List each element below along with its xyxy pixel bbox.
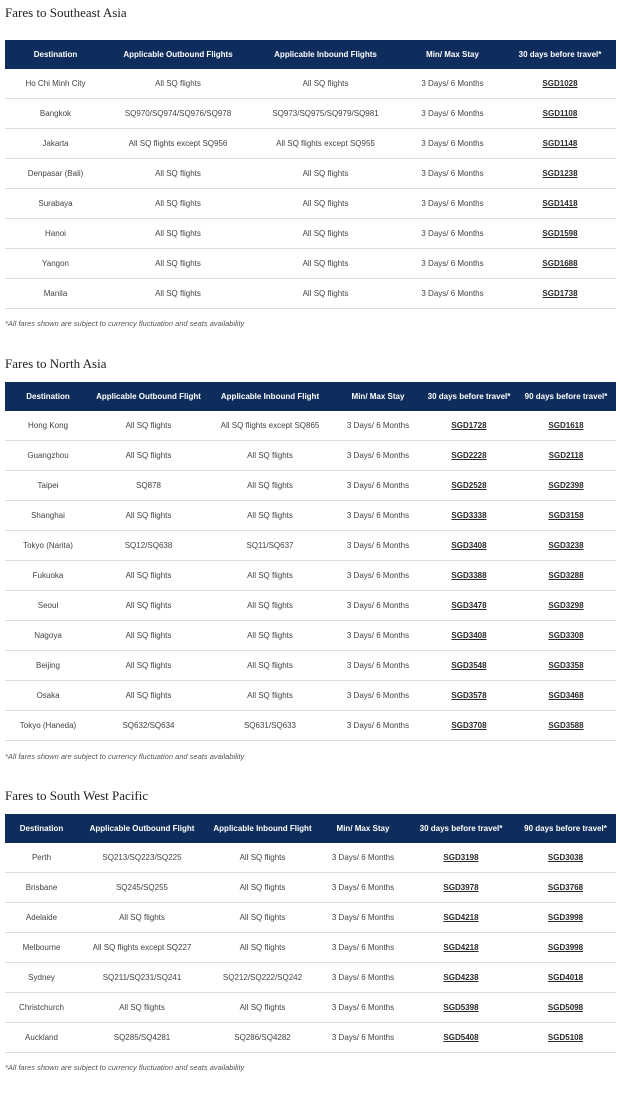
cell-inbound-flights: All SQ flights xyxy=(250,249,401,279)
cell-fare-30-days xyxy=(407,903,515,933)
fare-price-link[interactable]: SGD1418 xyxy=(542,199,578,208)
cell-min-max-stay: 3 Days/ 6 Months xyxy=(319,933,407,963)
cell-min-max-stay: 3 Days/ 6 Months xyxy=(401,279,504,309)
table-row xyxy=(5,681,616,711)
fare-price-link[interactable]: SGD3408 xyxy=(451,541,487,550)
cell-fare-90-days xyxy=(516,651,616,681)
cell-destination: Surabaya xyxy=(5,189,106,219)
fare-price-link[interactable]: SGD3298 xyxy=(548,601,584,610)
table-row xyxy=(5,279,616,309)
cell-fare-30-days xyxy=(504,249,616,279)
column-header-destination: Destination xyxy=(5,40,106,69)
fare-price-link[interactable]: SGD3338 xyxy=(451,511,487,520)
cell-destination: Jakarta xyxy=(5,129,106,159)
cell-outbound-flights: All SQ flights xyxy=(91,501,206,531)
cell-destination: Fukuoka xyxy=(5,561,91,591)
table-row xyxy=(5,993,616,1023)
cell-min-max-stay: 3 Days/ 6 Months xyxy=(334,681,422,711)
cell-inbound-flights: All SQ flights xyxy=(250,69,401,99)
cell-inbound-flights: All SQ flights except SQ865 xyxy=(206,411,334,441)
table-row xyxy=(5,99,616,129)
cell-outbound-flights: All SQ flights except SQ956 xyxy=(106,129,250,159)
cell-fare-30-days xyxy=(422,441,516,471)
fare-price-link[interactable]: SGD3288 xyxy=(548,571,584,580)
cell-destination: Sydney xyxy=(5,963,78,993)
cell-destination: Auckland xyxy=(5,1023,78,1053)
cell-min-max-stay: 3 Days/ 6 Months xyxy=(319,843,407,873)
cell-outbound-flights: SQ213/SQ223/SQ225 xyxy=(78,843,206,873)
cell-min-max-stay: 3 Days/ 6 Months xyxy=(334,591,422,621)
cell-fare-30-days xyxy=(407,873,515,903)
cell-min-max-stay: 3 Days/ 6 Months xyxy=(401,129,504,159)
fare-price-link[interactable]: SGD1108 xyxy=(542,109,578,118)
column-header-fare-90-days: 90 days before travel* xyxy=(516,382,616,411)
cell-outbound-flights: All SQ flights xyxy=(106,189,250,219)
cell-fare-30-days xyxy=(407,1023,515,1053)
cell-outbound-flights: SQ285/SQ4281 xyxy=(78,1023,206,1053)
cell-fare-90-days xyxy=(515,993,616,1023)
fare-price-link[interactable]: SGD4018 xyxy=(547,973,584,982)
fare-price-link[interactable]: SGD1148 xyxy=(542,139,578,148)
cell-destination: Brisbane xyxy=(5,873,78,903)
column-header-fare-30-days: 30 days before travel* xyxy=(504,40,616,69)
table-row xyxy=(5,249,616,279)
cell-fare-30-days xyxy=(422,471,516,501)
cell-fare-30-days xyxy=(407,963,515,993)
cell-min-max-stay: 3 Days/ 6 Months xyxy=(319,963,407,993)
cell-fare-30-days xyxy=(422,411,516,441)
cell-outbound-flights: SQ632/SQ634 xyxy=(91,711,206,741)
cell-min-max-stay: 3 Days/ 6 Months xyxy=(401,69,504,99)
cell-fare-30-days xyxy=(407,843,515,873)
cell-outbound-flights: All SQ flights xyxy=(91,441,206,471)
cell-fare-90-days xyxy=(516,591,616,621)
table-row xyxy=(5,129,616,159)
cell-destination: Denpasar (Bali) xyxy=(5,159,106,189)
cell-inbound-flights: All SQ flights xyxy=(206,651,334,681)
cell-min-max-stay: 3 Days/ 6 Months xyxy=(334,441,422,471)
table-row xyxy=(5,411,616,441)
cell-destination: Christchurch xyxy=(5,993,78,1023)
cell-inbound-flights: All SQ flights xyxy=(206,993,319,1023)
cell-destination: Adelaide xyxy=(5,903,78,933)
column-header-destination: Destination xyxy=(5,382,91,411)
cell-destination: Manila xyxy=(5,279,106,309)
cell-fare-90-days xyxy=(516,411,616,441)
cell-outbound-flights: SQ12/SQ638 xyxy=(91,531,206,561)
table-row xyxy=(5,471,616,501)
fare-price-link[interactable]: SGD1598 xyxy=(542,229,578,238)
table-row xyxy=(5,531,616,561)
cell-inbound-flights: SQ286/SQ4282 xyxy=(206,1023,319,1053)
fare-price-link[interactable]: SGD5108 xyxy=(547,1033,584,1042)
cell-min-max-stay: 3 Days/ 6 Months xyxy=(319,903,407,933)
cell-destination: Tokyo (Haneda) xyxy=(5,711,91,741)
fare-price-link[interactable]: SGD2528 xyxy=(451,481,487,490)
cell-fare-90-days xyxy=(515,933,616,963)
fares-table-southeast-asia xyxy=(5,40,616,309)
table-row xyxy=(5,189,616,219)
cell-fare-30-days xyxy=(422,591,516,621)
fare-price-link[interactable]: SGD3578 xyxy=(451,691,487,700)
fare-price-link[interactable]: SGD4218 xyxy=(443,913,479,922)
cell-fare-90-days xyxy=(516,441,616,471)
cell-inbound-flights: All SQ flights xyxy=(206,681,334,711)
fare-price-link[interactable]: SGD3708 xyxy=(451,721,487,730)
cell-fare-90-days xyxy=(516,681,616,711)
cell-outbound-flights: SQ970/SQ974/SQ976/SQ978 xyxy=(106,99,250,129)
cell-outbound-flights: All SQ flights xyxy=(91,411,206,441)
cell-destination: Ho Chi Minh City xyxy=(5,69,106,99)
cell-outbound-flights: All SQ flights xyxy=(91,651,206,681)
cell-fare-30-days xyxy=(504,129,616,159)
fare-price-link[interactable]: SGD1688 xyxy=(542,259,578,268)
cell-inbound-flights: All SQ flights xyxy=(250,219,401,249)
column-header-inbound-flights: Applicable Inbound Flight xyxy=(206,382,334,411)
cell-outbound-flights: SQ878 xyxy=(91,471,206,501)
cell-fare-90-days xyxy=(515,873,616,903)
column-header-outbound-flights: Applicable Outbound Flights xyxy=(106,40,250,69)
cell-inbound-flights: All SQ flights xyxy=(206,621,334,651)
column-header-outbound-flights: Applicable Outbound Flight xyxy=(91,382,206,411)
fare-price-link[interactable]: SGD5408 xyxy=(443,1033,479,1042)
cell-fare-90-days xyxy=(515,843,616,873)
fare-price-link[interactable]: SGD3998 xyxy=(547,913,584,922)
cell-fare-30-days xyxy=(422,561,516,591)
column-header-outbound-flights: Applicable Outbound Flight xyxy=(78,814,206,843)
fares-table-south-west-pacific xyxy=(5,814,616,1053)
cell-inbound-flights: All SQ flights xyxy=(206,903,319,933)
cell-inbound-flights: All SQ flights xyxy=(250,189,401,219)
fare-price-link[interactable]: SGD1728 xyxy=(451,421,487,430)
cell-fare-30-days xyxy=(422,531,516,561)
cell-outbound-flights: All SQ flights xyxy=(106,159,250,189)
fare-price-link[interactable]: SGD2398 xyxy=(548,481,584,490)
fare-price-link[interactable]: SGD3548 xyxy=(451,661,487,670)
cell-fare-30-days xyxy=(422,711,516,741)
column-header-fare-90-days: 90 days before travel* xyxy=(515,814,616,843)
fare-price-link[interactable]: SGD4218 xyxy=(443,943,479,952)
cell-fare-30-days xyxy=(422,651,516,681)
cell-outbound-flights: All SQ flights xyxy=(91,591,206,621)
table-header-row xyxy=(5,40,616,69)
column-header-min-max-stay: Min/ Max Stay xyxy=(334,382,422,411)
cell-fare-30-days xyxy=(407,993,515,1023)
section-title: Fares to South West Pacific xyxy=(5,788,149,803)
fare-price-link[interactable]: SGD3308 xyxy=(548,631,584,640)
column-header-fare-30-days: 30 days before travel* xyxy=(422,382,516,411)
cell-fare-90-days xyxy=(516,711,616,741)
cell-inbound-flights: All SQ flights xyxy=(206,561,334,591)
cell-fare-30-days xyxy=(504,159,616,189)
fare-price-link[interactable]: SGD3978 xyxy=(443,883,479,892)
cell-fare-30-days xyxy=(504,219,616,249)
cell-inbound-flights: All SQ flights xyxy=(250,279,401,309)
cell-outbound-flights: SQ245/SQ255 xyxy=(78,873,206,903)
cell-min-max-stay: 3 Days/ 6 Months xyxy=(334,471,422,501)
fare-price-link[interactable]: SGD3408 xyxy=(451,631,487,640)
fare-price-link[interactable]: SGD3158 xyxy=(548,511,584,520)
fare-disclaimer-note: *All fares shown are subject to currency fluctuation and seats availability xyxy=(5,319,245,328)
fare-price-link[interactable]: SGD3478 xyxy=(451,601,487,610)
cell-destination: Beijing xyxy=(5,651,91,681)
cell-min-max-stay: 3 Days/ 6 Months xyxy=(334,561,422,591)
cell-inbound-flights: SQ631/SQ633 xyxy=(206,711,334,741)
table-row xyxy=(5,1023,616,1053)
cell-inbound-flights: All SQ flights xyxy=(250,159,401,189)
section-title: Fares to Southeast Asia xyxy=(5,5,127,20)
cell-inbound-flights: All SQ flights xyxy=(206,843,319,873)
cell-outbound-flights: All SQ flights xyxy=(78,993,206,1023)
column-header-fare-30-days: 30 days before travel* xyxy=(407,814,515,843)
cell-destination: Nagoya xyxy=(5,621,91,651)
cell-min-max-stay: 3 Days/ 6 Months xyxy=(319,873,407,903)
fare-price-link[interactable]: SGD1028 xyxy=(542,79,578,88)
cell-outbound-flights: All SQ flights except SQ227 xyxy=(78,933,206,963)
cell-destination: Shanghai xyxy=(5,501,91,531)
fare-disclaimer-note: *All fares shown are subject to currency fluctuation and seats availability xyxy=(5,752,245,761)
cell-inbound-flights: All SQ flights xyxy=(206,591,334,621)
table-row xyxy=(5,159,616,189)
cell-destination: Hanoi xyxy=(5,219,106,249)
cell-fare-30-days xyxy=(422,681,516,711)
cell-fare-30-days xyxy=(407,933,515,963)
cell-fare-90-days xyxy=(516,531,616,561)
cell-inbound-flights: SQ11/SQ637 xyxy=(206,531,334,561)
cell-fare-90-days xyxy=(516,561,616,591)
cell-destination: Tokyo (Narita) xyxy=(5,531,91,561)
fare-disclaimer-note: *All fares shown are subject to currency fluctuation and seats availability xyxy=(5,1063,245,1072)
section-title: Fares to North Asia xyxy=(5,356,107,371)
fare-price-link[interactable]: SGD3238 xyxy=(548,541,584,550)
fare-price-link[interactable]: SGD1738 xyxy=(542,289,578,298)
cell-outbound-flights: SQ211/SQ231/SQ241 xyxy=(78,963,206,993)
table-row xyxy=(5,651,616,681)
table-row xyxy=(5,621,616,651)
cell-inbound-flights: SQ212/SQ222/SQ242 xyxy=(206,963,319,993)
fare-price-link[interactable]: SGD3038 xyxy=(547,853,584,862)
cell-outbound-flights: All SQ flights xyxy=(106,279,250,309)
cell-min-max-stay: 3 Days/ 6 Months xyxy=(401,219,504,249)
fare-price-link[interactable]: SGD3198 xyxy=(443,853,479,862)
fares-table-north-asia xyxy=(5,382,616,741)
fare-price-link[interactable]: SGD3358 xyxy=(548,661,584,670)
cell-min-max-stay: 3 Days/ 6 Months xyxy=(401,159,504,189)
column-header-min-max-stay: Min/ Max Stay xyxy=(401,40,504,69)
cell-fare-30-days xyxy=(504,99,616,129)
cell-min-max-stay: 3 Days/ 6 Months xyxy=(401,249,504,279)
cell-destination: Melbourne xyxy=(5,933,78,963)
cell-destination: Osaka xyxy=(5,681,91,711)
cell-inbound-flights: All SQ flights xyxy=(206,933,319,963)
fare-price-link[interactable]: SGD1238 xyxy=(542,169,578,178)
cell-min-max-stay: 3 Days/ 6 Months xyxy=(334,651,422,681)
cell-destination: Seoul xyxy=(5,591,91,621)
cell-min-max-stay: 3 Days/ 6 Months xyxy=(401,189,504,219)
cell-fare-30-days xyxy=(504,279,616,309)
cell-destination: Bangkok xyxy=(5,99,106,129)
cell-inbound-flights: All SQ flights xyxy=(206,501,334,531)
cell-min-max-stay: 3 Days/ 6 Months xyxy=(334,411,422,441)
cell-fare-30-days xyxy=(422,621,516,651)
cell-inbound-flights: All SQ flights xyxy=(206,441,334,471)
cell-outbound-flights: All SQ flights xyxy=(106,249,250,279)
table-row xyxy=(5,963,616,993)
column-header-inbound-flights: Applicable Inbound Flights xyxy=(250,40,401,69)
cell-destination: Hong Kong xyxy=(5,411,91,441)
cell-min-max-stay: 3 Days/ 6 Months xyxy=(334,621,422,651)
cell-min-max-stay: 3 Days/ 6 Months xyxy=(319,1023,407,1053)
fare-price-link[interactable]: SGD3388 xyxy=(451,571,487,580)
cell-fare-30-days xyxy=(504,189,616,219)
table-row xyxy=(5,561,616,591)
cell-destination: Perth xyxy=(5,843,78,873)
cell-outbound-flights: All SQ flights xyxy=(106,219,250,249)
cell-fare-90-days xyxy=(516,501,616,531)
cell-min-max-stay: 3 Days/ 6 Months xyxy=(334,531,422,561)
fare-price-link[interactable]: SGD5098 xyxy=(547,1003,584,1012)
cell-destination: Yangon xyxy=(5,249,106,279)
cell-fare-30-days xyxy=(422,501,516,531)
cell-inbound-flights: All SQ flights except SQ955 xyxy=(250,129,401,159)
table-row xyxy=(5,69,616,99)
table-row xyxy=(5,501,616,531)
cell-inbound-flights: SQ973/SQ975/SQ979/SQ981 xyxy=(250,99,401,129)
table-row xyxy=(5,843,616,873)
table-row xyxy=(5,711,616,741)
cell-outbound-flights: All SQ flights xyxy=(78,903,206,933)
table-row xyxy=(5,933,616,963)
cell-min-max-stay: 3 Days/ 6 Months xyxy=(334,501,422,531)
table-header-row xyxy=(5,382,616,411)
fare-price-link[interactable]: SGD3998 xyxy=(547,943,584,952)
table-row xyxy=(5,441,616,471)
cell-inbound-flights: All SQ flights xyxy=(206,873,319,903)
cell-min-max-stay: 3 Days/ 6 Months xyxy=(319,993,407,1023)
fare-price-link[interactable]: SGD2118 xyxy=(548,451,584,460)
cell-fare-30-days xyxy=(504,69,616,99)
cell-fare-90-days xyxy=(515,1023,616,1053)
cell-inbound-flights: All SQ flights xyxy=(206,471,334,501)
cell-outbound-flights: All SQ flights xyxy=(91,681,206,711)
cell-destination: Taipei xyxy=(5,471,91,501)
cell-outbound-flights: All SQ flights xyxy=(91,621,206,651)
cell-outbound-flights: All SQ flights xyxy=(91,561,206,591)
fare-price-link[interactable]: SGD2228 xyxy=(451,451,487,460)
table-header-row xyxy=(5,814,616,843)
fare-price-link[interactable]: SGD3468 xyxy=(548,691,584,700)
table-row xyxy=(5,219,616,249)
column-header-destination: Destination xyxy=(5,814,78,843)
fare-price-link[interactable]: SGD1618 xyxy=(548,421,584,430)
table-row xyxy=(5,873,616,903)
cell-destination: Guangzhou xyxy=(5,441,91,471)
fare-price-link[interactable]: SGD5398 xyxy=(443,1003,479,1012)
cell-fare-90-days xyxy=(516,471,616,501)
cell-fare-90-days xyxy=(516,621,616,651)
cell-outbound-flights: All SQ flights xyxy=(106,69,250,99)
column-header-min-max-stay: Min/ Max Stay xyxy=(319,814,407,843)
column-header-inbound-flights: Applicable Inbound Flight xyxy=(206,814,319,843)
table-row xyxy=(5,903,616,933)
fare-price-link[interactable]: SGD4238 xyxy=(443,973,479,982)
fare-price-link[interactable]: SGD3588 xyxy=(548,721,584,730)
cell-fare-90-days xyxy=(515,963,616,993)
cell-min-max-stay: 3 Days/ 6 Months xyxy=(334,711,422,741)
fare-price-link[interactable]: SGD3768 xyxy=(547,883,584,892)
table-row xyxy=(5,591,616,621)
cell-min-max-stay: 3 Days/ 6 Months xyxy=(401,99,504,129)
cell-fare-90-days xyxy=(515,903,616,933)
